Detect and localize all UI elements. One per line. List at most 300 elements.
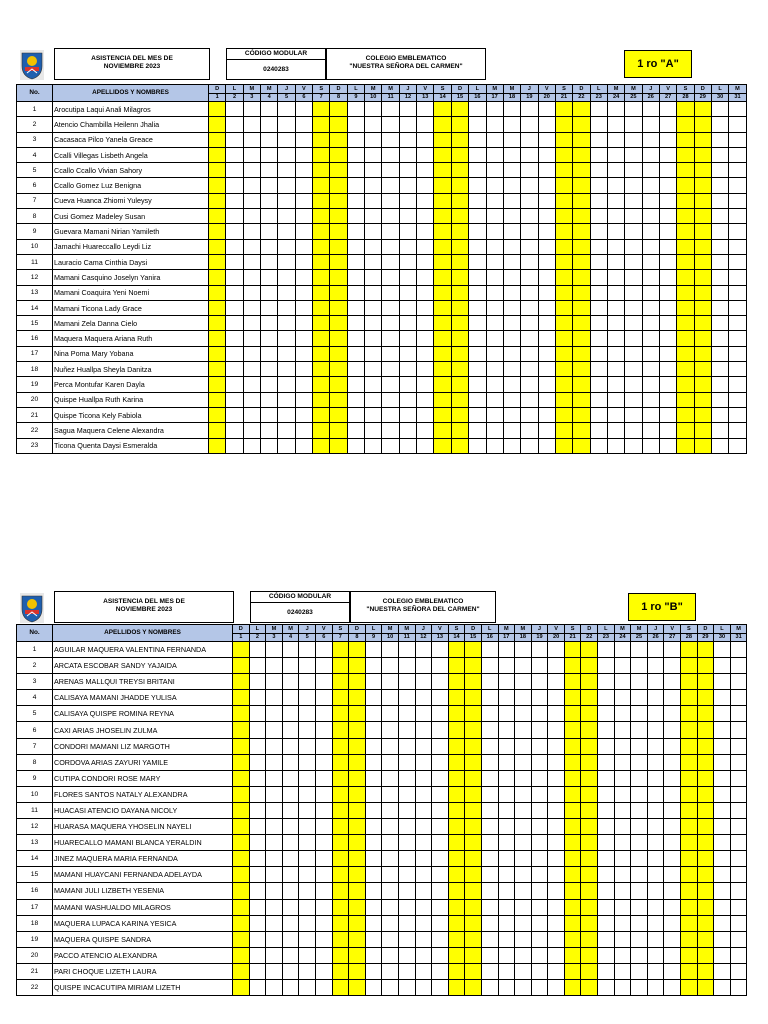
attendance-cell[interactable] bbox=[531, 883, 548, 899]
attendance-cell[interactable] bbox=[226, 300, 243, 315]
attendance-cell[interactable] bbox=[226, 270, 243, 285]
attendance-cell[interactable] bbox=[465, 947, 482, 963]
attendance-cell[interactable] bbox=[332, 738, 349, 754]
attendance-cell[interactable] bbox=[347, 377, 364, 392]
attendance-cell[interactable] bbox=[659, 392, 676, 407]
attendance-cell[interactable] bbox=[677, 163, 694, 178]
attendance-cell[interactable] bbox=[417, 285, 434, 300]
attendance-cell[interactable] bbox=[347, 239, 364, 254]
attendance-cell[interactable] bbox=[448, 835, 465, 851]
attendance-cell[interactable] bbox=[347, 193, 364, 208]
attendance-cell[interactable] bbox=[581, 674, 598, 690]
attendance-cell[interactable] bbox=[729, 377, 746, 392]
attendance-cell[interactable] bbox=[282, 690, 299, 706]
attendance-cell[interactable] bbox=[659, 407, 676, 422]
attendance-cell[interactable] bbox=[266, 979, 283, 995]
attendance-cell[interactable] bbox=[515, 915, 532, 931]
attendance-cell[interactable] bbox=[521, 178, 538, 193]
attendance-cell[interactable] bbox=[282, 835, 299, 851]
attendance-cell[interactable] bbox=[398, 963, 415, 979]
attendance-cell[interactable] bbox=[417, 392, 434, 407]
attendance-cell[interactable] bbox=[233, 770, 250, 786]
attendance-cell[interactable] bbox=[711, 407, 728, 422]
attendance-cell[interactable] bbox=[432, 915, 449, 931]
attendance-cell[interactable] bbox=[415, 947, 432, 963]
attendance-cell[interactable] bbox=[642, 362, 659, 377]
attendance-cell[interactable] bbox=[548, 802, 565, 818]
attendance-cell[interactable] bbox=[347, 178, 364, 193]
attendance-cell[interactable] bbox=[642, 316, 659, 331]
attendance-cell[interactable] bbox=[681, 738, 698, 754]
attendance-cell[interactable] bbox=[647, 706, 664, 722]
attendance-cell[interactable] bbox=[233, 915, 250, 931]
attendance-cell[interactable] bbox=[209, 239, 226, 254]
attendance-cell[interactable] bbox=[249, 706, 266, 722]
attendance-cell[interactable] bbox=[481, 706, 498, 722]
attendance-cell[interactable] bbox=[521, 316, 538, 331]
attendance-cell[interactable] bbox=[243, 102, 260, 117]
attendance-cell[interactable] bbox=[631, 867, 648, 883]
attendance-cell[interactable] bbox=[607, 423, 624, 438]
attendance-cell[interactable] bbox=[365, 899, 382, 915]
attendance-cell[interactable] bbox=[503, 102, 520, 117]
attendance-cell[interactable] bbox=[590, 362, 607, 377]
attendance-cell[interactable] bbox=[432, 738, 449, 754]
attendance-cell[interactable] bbox=[555, 147, 572, 162]
attendance-cell[interactable] bbox=[677, 300, 694, 315]
attendance-cell[interactable] bbox=[295, 346, 312, 361]
attendance-cell[interactable] bbox=[697, 690, 714, 706]
attendance-cell[interactable] bbox=[448, 883, 465, 899]
attendance-cell[interactable] bbox=[538, 239, 555, 254]
attendance-cell[interactable] bbox=[711, 423, 728, 438]
attendance-cell[interactable] bbox=[365, 754, 382, 770]
attendance-cell[interactable] bbox=[647, 690, 664, 706]
attendance-cell[interactable] bbox=[313, 423, 330, 438]
attendance-cell[interactable] bbox=[226, 102, 243, 117]
attendance-cell[interactable] bbox=[349, 899, 366, 915]
attendance-cell[interactable] bbox=[315, 947, 332, 963]
attendance-cell[interactable] bbox=[642, 224, 659, 239]
attendance-cell[interactable] bbox=[538, 377, 555, 392]
attendance-cell[interactable] bbox=[365, 132, 382, 147]
attendance-cell[interactable] bbox=[434, 102, 451, 117]
attendance-cell[interactable] bbox=[481, 690, 498, 706]
attendance-cell[interactable] bbox=[434, 300, 451, 315]
attendance-cell[interactable] bbox=[399, 132, 416, 147]
attendance-cell[interactable] bbox=[415, 658, 432, 674]
attendance-cell[interactable] bbox=[417, 102, 434, 117]
attendance-cell[interactable] bbox=[432, 706, 449, 722]
attendance-cell[interactable] bbox=[448, 819, 465, 835]
attendance-cell[interactable] bbox=[465, 802, 482, 818]
attendance-cell[interactable] bbox=[278, 147, 295, 162]
attendance-cell[interactable] bbox=[647, 867, 664, 883]
attendance-cell[interactable] bbox=[664, 947, 681, 963]
attendance-cell[interactable] bbox=[598, 674, 615, 690]
attendance-cell[interactable] bbox=[498, 642, 515, 658]
attendance-cell[interactable] bbox=[313, 377, 330, 392]
attendance-cell[interactable] bbox=[330, 331, 347, 346]
attendance-cell[interactable] bbox=[664, 738, 681, 754]
attendance-cell[interactable] bbox=[598, 642, 615, 658]
attendance-cell[interactable] bbox=[469, 147, 486, 162]
attendance-cell[interactable] bbox=[469, 209, 486, 224]
attendance-cell[interactable] bbox=[349, 642, 366, 658]
attendance-cell[interactable] bbox=[642, 239, 659, 254]
attendance-cell[interactable] bbox=[347, 331, 364, 346]
attendance-cell[interactable] bbox=[315, 658, 332, 674]
attendance-cell[interactable] bbox=[598, 979, 615, 995]
attendance-cell[interactable] bbox=[730, 899, 747, 915]
attendance-cell[interactable] bbox=[469, 254, 486, 269]
attendance-cell[interactable] bbox=[694, 163, 711, 178]
attendance-cell[interactable] bbox=[503, 209, 520, 224]
attendance-cell[interactable] bbox=[694, 117, 711, 132]
attendance-cell[interactable] bbox=[590, 102, 607, 117]
attendance-cell[interactable] bbox=[573, 346, 590, 361]
attendance-cell[interactable] bbox=[261, 224, 278, 239]
attendance-cell[interactable] bbox=[503, 300, 520, 315]
attendance-cell[interactable] bbox=[382, 438, 399, 453]
attendance-cell[interactable] bbox=[365, 658, 382, 674]
attendance-cell[interactable] bbox=[330, 285, 347, 300]
attendance-cell[interactable] bbox=[714, 883, 731, 899]
attendance-cell[interactable] bbox=[677, 362, 694, 377]
attendance-cell[interactable] bbox=[625, 392, 642, 407]
attendance-cell[interactable] bbox=[382, 915, 399, 931]
attendance-cell[interactable] bbox=[332, 786, 349, 802]
attendance-cell[interactable] bbox=[677, 285, 694, 300]
attendance-cell[interactable] bbox=[555, 193, 572, 208]
attendance-cell[interactable] bbox=[625, 331, 642, 346]
attendance-cell[interactable] bbox=[261, 346, 278, 361]
attendance-cell[interactable] bbox=[417, 117, 434, 132]
attendance-cell[interactable] bbox=[714, 979, 731, 995]
attendance-cell[interactable] bbox=[432, 819, 449, 835]
attendance-cell[interactable] bbox=[730, 819, 747, 835]
attendance-cell[interactable] bbox=[598, 754, 615, 770]
attendance-cell[interactable] bbox=[399, 102, 416, 117]
attendance-cell[interactable] bbox=[614, 947, 631, 963]
attendance-cell[interactable] bbox=[415, 722, 432, 738]
attendance-cell[interactable] bbox=[481, 851, 498, 867]
attendance-cell[interactable] bbox=[694, 254, 711, 269]
attendance-cell[interactable] bbox=[266, 674, 283, 690]
attendance-cell[interactable] bbox=[548, 738, 565, 754]
attendance-cell[interactable] bbox=[226, 392, 243, 407]
attendance-cell[interactable] bbox=[243, 270, 260, 285]
attendance-cell[interactable] bbox=[498, 786, 515, 802]
attendance-cell[interactable] bbox=[330, 316, 347, 331]
attendance-cell[interactable] bbox=[365, 819, 382, 835]
attendance-cell[interactable] bbox=[266, 706, 283, 722]
attendance-cell[interactable] bbox=[278, 254, 295, 269]
attendance-cell[interactable] bbox=[347, 423, 364, 438]
attendance-cell[interactable] bbox=[498, 738, 515, 754]
attendance-cell[interactable] bbox=[313, 438, 330, 453]
attendance-cell[interactable] bbox=[481, 947, 498, 963]
attendance-cell[interactable] bbox=[531, 947, 548, 963]
attendance-cell[interactable] bbox=[515, 642, 532, 658]
attendance-cell[interactable] bbox=[365, 947, 382, 963]
attendance-cell[interactable] bbox=[282, 658, 299, 674]
attendance-cell[interactable] bbox=[365, 316, 382, 331]
attendance-cell[interactable] bbox=[607, 316, 624, 331]
attendance-cell[interactable] bbox=[521, 270, 538, 285]
attendance-cell[interactable] bbox=[465, 835, 482, 851]
attendance-cell[interactable] bbox=[694, 392, 711, 407]
attendance-cell[interactable] bbox=[349, 915, 366, 931]
attendance-cell[interactable] bbox=[521, 209, 538, 224]
attendance-cell[interactable] bbox=[614, 819, 631, 835]
attendance-cell[interactable] bbox=[521, 362, 538, 377]
attendance-cell[interactable] bbox=[382, 754, 399, 770]
attendance-cell[interactable] bbox=[498, 754, 515, 770]
attendance-cell[interactable] bbox=[299, 690, 316, 706]
attendance-cell[interactable] bbox=[434, 209, 451, 224]
attendance-cell[interactable] bbox=[481, 738, 498, 754]
attendance-cell[interactable] bbox=[365, 642, 382, 658]
attendance-cell[interactable] bbox=[729, 362, 746, 377]
attendance-cell[interactable] bbox=[451, 407, 468, 422]
attendance-cell[interactable] bbox=[249, 819, 266, 835]
attendance-cell[interactable] bbox=[469, 285, 486, 300]
attendance-cell[interactable] bbox=[382, 706, 399, 722]
attendance-cell[interactable] bbox=[282, 786, 299, 802]
attendance-cell[interactable] bbox=[266, 802, 283, 818]
attendance-cell[interactable] bbox=[282, 915, 299, 931]
attendance-cell[interactable] bbox=[261, 377, 278, 392]
attendance-cell[interactable] bbox=[415, 963, 432, 979]
attendance-cell[interactable] bbox=[681, 819, 698, 835]
attendance-cell[interactable] bbox=[315, 706, 332, 722]
attendance-cell[interactable] bbox=[647, 835, 664, 851]
attendance-cell[interactable] bbox=[399, 316, 416, 331]
attendance-cell[interactable] bbox=[711, 270, 728, 285]
attendance-cell[interactable] bbox=[399, 423, 416, 438]
attendance-cell[interactable] bbox=[677, 254, 694, 269]
attendance-cell[interactable] bbox=[697, 770, 714, 786]
attendance-cell[interactable] bbox=[564, 786, 581, 802]
attendance-cell[interactable] bbox=[398, 738, 415, 754]
attendance-cell[interactable] bbox=[590, 300, 607, 315]
attendance-cell[interactable] bbox=[564, 915, 581, 931]
attendance-cell[interactable] bbox=[697, 802, 714, 818]
attendance-cell[interactable] bbox=[503, 132, 520, 147]
attendance-cell[interactable] bbox=[434, 254, 451, 269]
attendance-cell[interactable] bbox=[226, 117, 243, 132]
attendance-cell[interactable] bbox=[209, 117, 226, 132]
attendance-cell[interactable] bbox=[664, 722, 681, 738]
attendance-cell[interactable] bbox=[607, 300, 624, 315]
attendance-cell[interactable] bbox=[531, 722, 548, 738]
attendance-cell[interactable] bbox=[548, 979, 565, 995]
attendance-cell[interactable] bbox=[365, 102, 382, 117]
attendance-cell[interactable] bbox=[233, 754, 250, 770]
attendance-cell[interactable] bbox=[448, 658, 465, 674]
attendance-cell[interactable] bbox=[573, 392, 590, 407]
attendance-cell[interactable] bbox=[614, 674, 631, 690]
attendance-cell[interactable] bbox=[614, 658, 631, 674]
attendance-cell[interactable] bbox=[469, 407, 486, 422]
attendance-cell[interactable] bbox=[233, 883, 250, 899]
attendance-cell[interactable] bbox=[382, 770, 399, 786]
attendance-cell[interactable] bbox=[365, 867, 382, 883]
attendance-cell[interactable] bbox=[503, 270, 520, 285]
attendance-cell[interactable] bbox=[417, 209, 434, 224]
attendance-cell[interactable] bbox=[714, 931, 731, 947]
attendance-cell[interactable] bbox=[382, 147, 399, 162]
attendance-cell[interactable] bbox=[330, 346, 347, 361]
attendance-cell[interactable] bbox=[209, 209, 226, 224]
attendance-cell[interactable] bbox=[607, 178, 624, 193]
attendance-cell[interactable] bbox=[681, 754, 698, 770]
attendance-cell[interactable] bbox=[399, 331, 416, 346]
attendance-cell[interactable] bbox=[382, 423, 399, 438]
attendance-cell[interactable] bbox=[382, 117, 399, 132]
attendance-cell[interactable] bbox=[399, 147, 416, 162]
attendance-cell[interactable] bbox=[278, 392, 295, 407]
attendance-cell[interactable] bbox=[538, 285, 555, 300]
attendance-cell[interactable] bbox=[432, 786, 449, 802]
attendance-cell[interactable] bbox=[434, 392, 451, 407]
attendance-cell[interactable] bbox=[315, 722, 332, 738]
attendance-cell[interactable] bbox=[714, 915, 731, 931]
attendance-cell[interactable] bbox=[451, 331, 468, 346]
attendance-cell[interactable] bbox=[659, 147, 676, 162]
attendance-cell[interactable] bbox=[729, 102, 746, 117]
attendance-cell[interactable] bbox=[590, 117, 607, 132]
attendance-cell[interactable] bbox=[531, 754, 548, 770]
attendance-cell[interactable] bbox=[677, 178, 694, 193]
attendance-cell[interactable] bbox=[365, 883, 382, 899]
attendance-cell[interactable] bbox=[209, 300, 226, 315]
attendance-cell[interactable] bbox=[590, 209, 607, 224]
attendance-cell[interactable] bbox=[415, 819, 432, 835]
attendance-cell[interactable] bbox=[498, 979, 515, 995]
attendance-cell[interactable] bbox=[581, 915, 598, 931]
attendance-cell[interactable] bbox=[481, 883, 498, 899]
attendance-cell[interactable] bbox=[349, 867, 366, 883]
attendance-cell[interactable] bbox=[398, 802, 415, 818]
attendance-cell[interactable] bbox=[365, 254, 382, 269]
attendance-cell[interactable] bbox=[481, 658, 498, 674]
attendance-cell[interactable] bbox=[642, 209, 659, 224]
attendance-cell[interactable] bbox=[313, 407, 330, 422]
attendance-cell[interactable] bbox=[642, 178, 659, 193]
attendance-cell[interactable] bbox=[266, 722, 283, 738]
attendance-cell[interactable] bbox=[521, 147, 538, 162]
attendance-cell[interactable] bbox=[332, 867, 349, 883]
attendance-cell[interactable] bbox=[261, 178, 278, 193]
attendance-cell[interactable] bbox=[697, 658, 714, 674]
attendance-cell[interactable] bbox=[295, 254, 312, 269]
attendance-cell[interactable] bbox=[498, 947, 515, 963]
attendance-cell[interactable] bbox=[548, 658, 565, 674]
attendance-cell[interactable] bbox=[659, 331, 676, 346]
attendance-cell[interactable] bbox=[729, 331, 746, 346]
attendance-cell[interactable] bbox=[349, 754, 366, 770]
attendance-cell[interactable] bbox=[261, 407, 278, 422]
attendance-cell[interactable] bbox=[573, 300, 590, 315]
attendance-cell[interactable] bbox=[209, 377, 226, 392]
attendance-cell[interactable] bbox=[349, 690, 366, 706]
attendance-cell[interactable] bbox=[233, 899, 250, 915]
attendance-cell[interactable] bbox=[469, 377, 486, 392]
attendance-cell[interactable] bbox=[631, 899, 648, 915]
attendance-cell[interactable] bbox=[365, 331, 382, 346]
attendance-cell[interactable] bbox=[332, 963, 349, 979]
attendance-cell[interactable] bbox=[548, 690, 565, 706]
attendance-cell[interactable] bbox=[399, 346, 416, 361]
attendance-cell[interactable] bbox=[469, 392, 486, 407]
attendance-cell[interactable] bbox=[681, 835, 698, 851]
attendance-cell[interactable] bbox=[631, 754, 648, 770]
attendance-cell[interactable] bbox=[607, 254, 624, 269]
attendance-cell[interactable] bbox=[677, 224, 694, 239]
attendance-cell[interactable] bbox=[448, 979, 465, 995]
attendance-cell[interactable] bbox=[625, 362, 642, 377]
attendance-cell[interactable] bbox=[498, 706, 515, 722]
attendance-cell[interactable] bbox=[295, 438, 312, 453]
attendance-cell[interactable] bbox=[538, 254, 555, 269]
attendance-cell[interactable] bbox=[625, 102, 642, 117]
attendance-cell[interactable] bbox=[631, 851, 648, 867]
attendance-cell[interactable] bbox=[243, 178, 260, 193]
attendance-cell[interactable] bbox=[581, 754, 598, 770]
attendance-cell[interactable] bbox=[465, 963, 482, 979]
attendance-cell[interactable] bbox=[349, 786, 366, 802]
attendance-cell[interactable] bbox=[417, 193, 434, 208]
attendance-cell[interactable] bbox=[347, 117, 364, 132]
attendance-cell[interactable] bbox=[607, 392, 624, 407]
attendance-cell[interactable] bbox=[714, 770, 731, 786]
attendance-cell[interactable] bbox=[564, 931, 581, 947]
attendance-cell[interactable] bbox=[278, 239, 295, 254]
attendance-cell[interactable] bbox=[415, 674, 432, 690]
attendance-cell[interactable] bbox=[548, 867, 565, 883]
attendance-cell[interactable] bbox=[555, 270, 572, 285]
attendance-cell[interactable] bbox=[694, 377, 711, 392]
attendance-cell[interactable] bbox=[465, 738, 482, 754]
attendance-cell[interactable] bbox=[555, 438, 572, 453]
attendance-cell[interactable] bbox=[730, 915, 747, 931]
attendance-cell[interactable] bbox=[581, 851, 598, 867]
attendance-cell[interactable] bbox=[313, 254, 330, 269]
attendance-cell[interactable] bbox=[398, 674, 415, 690]
attendance-cell[interactable] bbox=[261, 316, 278, 331]
attendance-cell[interactable] bbox=[347, 300, 364, 315]
attendance-cell[interactable] bbox=[730, 947, 747, 963]
attendance-cell[interactable] bbox=[295, 147, 312, 162]
attendance-cell[interactable] bbox=[642, 163, 659, 178]
attendance-cell[interactable] bbox=[382, 899, 399, 915]
attendance-cell[interactable] bbox=[365, 392, 382, 407]
attendance-cell[interactable] bbox=[486, 423, 503, 438]
attendance-cell[interactable] bbox=[315, 883, 332, 899]
attendance-cell[interactable] bbox=[729, 254, 746, 269]
attendance-cell[interactable] bbox=[659, 285, 676, 300]
attendance-cell[interactable] bbox=[261, 117, 278, 132]
attendance-cell[interactable] bbox=[538, 407, 555, 422]
attendance-cell[interactable] bbox=[330, 224, 347, 239]
attendance-cell[interactable] bbox=[282, 770, 299, 786]
attendance-cell[interactable] bbox=[226, 239, 243, 254]
attendance-cell[interactable] bbox=[365, 770, 382, 786]
attendance-cell[interactable] bbox=[729, 285, 746, 300]
attendance-cell[interactable] bbox=[299, 658, 316, 674]
